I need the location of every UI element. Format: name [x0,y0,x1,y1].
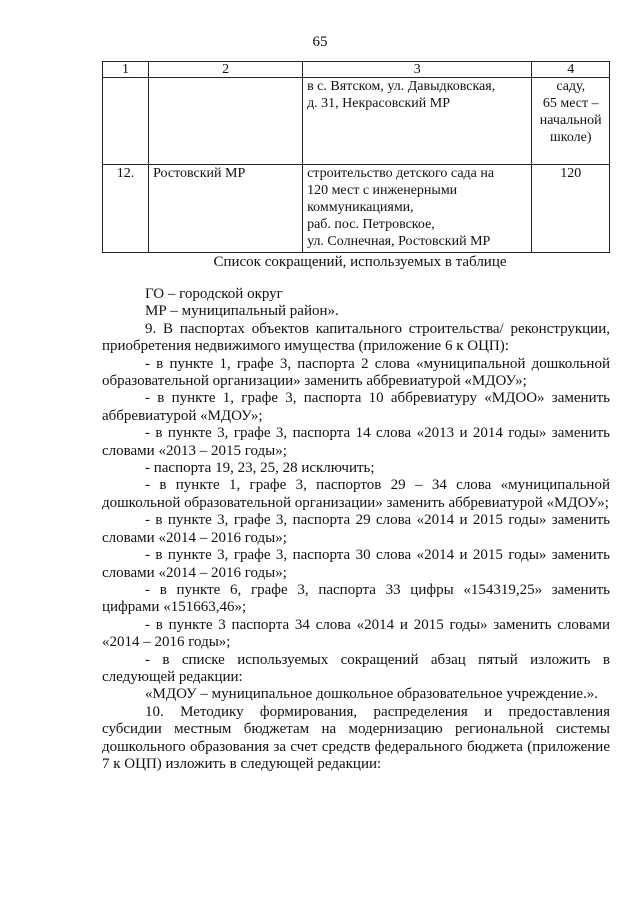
cell-line: раб. пос. Петровское, [307,217,435,232]
paragraph: 9. В паспортах объектов капитального строительства/ реконструкции, приобретения недвижимого имущества (приложение 6 к ОЦП): [102,320,610,355]
table-row [103,78,610,165]
table-header-cell: 4 [532,62,610,78]
cell-line: строительство детского сада на [307,166,495,181]
table-header-row [103,62,610,78]
paragraph: - в пункте 1, графе 3, паспорта 10 аббревиатуру «МДОО» заменить аббревиатурой «МДОУ»; [102,390,610,424]
table-cell [149,78,303,165]
table-cell [532,78,610,165]
paragraph: - в списке используемых сокращений абзац пятый изложить в следующей редакции: [102,651,610,685]
cell-line: начальной [539,113,602,128]
cell-line: 120 мест с инженерными [307,183,458,198]
paragraph: - в пункте 3, графе 3, паспорта 30 слова «2014 и 2015 годы» заменить словами «2014 – 2016 годы»; [102,547,610,581]
table-cell [303,165,532,253]
cell-line: ул. Солнечная, Ростовский МР [307,234,491,249]
table-cell: Ростовский МР [149,165,303,253]
paragraph: - в пункте 6, графе 3, паспорта 33 цифры «154319,25» заменить цифрами «151663,46»; [102,581,610,616]
table-caption: Список сокращений, используемых в таблице [213,254,507,270]
paragraph: МР – муниципальный район». [145,303,339,320]
cell-line: д. 31, Некрасовский МР [307,96,451,111]
cell-line: в с. Вятском, ул. Давыдковская, [307,79,496,94]
table-header-cell: 1 [103,62,149,78]
table-cell [103,78,149,165]
table-header-cell: 2 [149,62,303,78]
table-cell: 120 [532,165,610,253]
cell-line: коммуникациями, [307,200,414,215]
paragraph: - в пункте 3, графе 3, паспорта 14 слова «2013 и 2014 годы» заменить словами «2013 – 2015 годы»; [102,425,610,459]
paragraph: - в пункте 3, графе 3, паспорта 29 слова «2014 и 2015 годы» заменить словами «2014 – 2016 годы»; [102,512,610,546]
paragraph: «МДОУ – муниципальное дошкольное образовательное учреждение.». [145,686,599,703]
cell-line: школе) [549,130,592,145]
paragraph: - в пункте 3 паспорта 34 слова «2014 и 2015 годы» заменить словами «2014 – 2016 годы»; [102,616,610,651]
table-cell [303,78,532,165]
table-header-cell: 3 [303,62,532,78]
paragraph: - в пункте 1, графе 3, паспортов 29 – 34 слова «муниципальной дошкольной образовательной организации» заменить аббревиатурой «МДОУ»; [102,477,610,511]
paragraph: - в пункте 1, графе 3, паспорта 2 слова «муниципальной дошкольной образовательной организации» заменить аббревиатурой «МДОУ»; [102,355,610,390]
table-row [103,165,610,253]
paragraph: 10. Методику формирования, распределения и предоставления субсидии местным бюджетам на модернизацию региональной системы дошкольного образования за счет средств федерального бюджета (приложение 7 к ОЦП) изложить в следующей редакции: [102,703,610,772]
page-number: 65 [312,34,328,50]
cell-line: саду, [556,79,586,94]
paragraph: ГО – городской округ [145,286,283,302]
paragraph: - паспорта 19, 23, 25, 28 исключить; [145,460,375,477]
table-cell: 12. [103,165,149,253]
cell-line: 65 мест – [542,96,599,111]
document-body [102,286,610,773]
objects-table [102,61,610,253]
